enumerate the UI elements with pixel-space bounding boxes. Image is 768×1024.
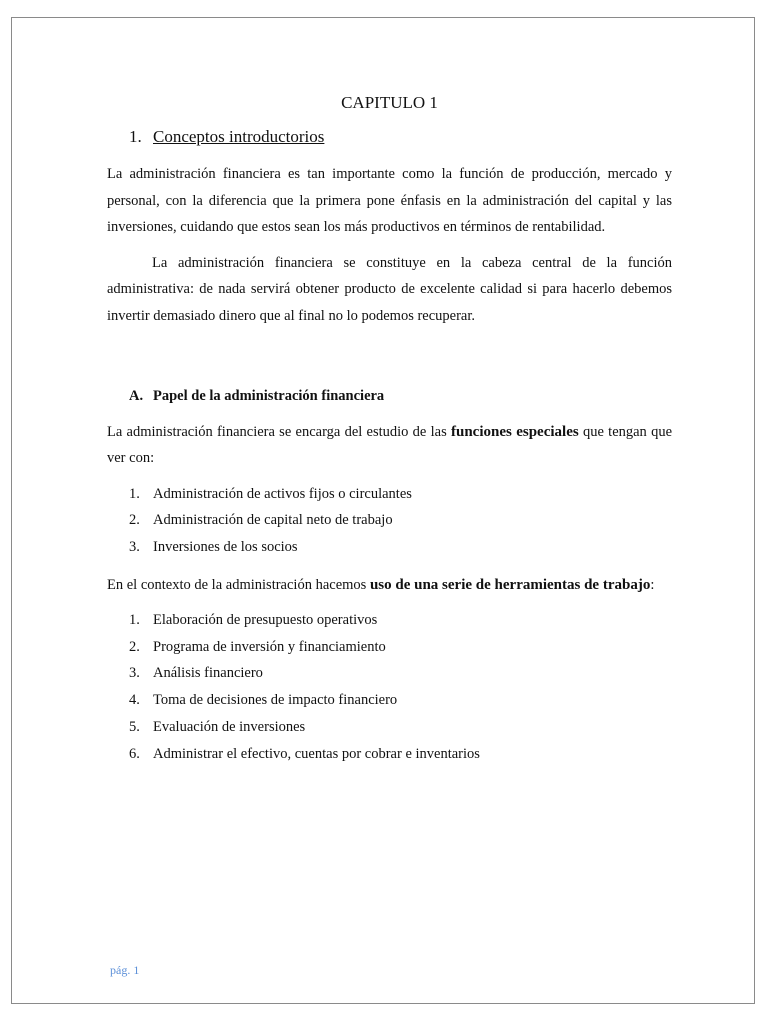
list-item: [107, 534, 672, 561]
funciones-paragraph: [107, 419, 672, 472]
herramientas-text-before: En el contexto de la administración hacemos: [107, 576, 370, 593]
list-item-text: Toma de decisiones de impacto financiero: [153, 692, 398, 709]
list-item-text: Administración de capital neto de trabajo: [153, 512, 393, 529]
list-item-number: 2.: [129, 638, 140, 655]
herramientas-text-after: :: [650, 576, 655, 593]
subsection-heading: [129, 383, 672, 410]
list-item-number: 1.: [129, 611, 140, 628]
herramientas-list: [107, 607, 672, 768]
page-content: [107, 92, 672, 778]
funciones-list: [107, 481, 672, 561]
section-number: 1.: [129, 127, 142, 146]
list-item: [107, 687, 672, 714]
list-item: [107, 607, 672, 634]
list-item-text: Evaluación de inversiones: [153, 719, 306, 736]
intro-paragraph-2: La administración financiera se constituye en la cabeza central de la función administrativa: de nada servirá obtener producto de excelente calidad si para hacerlo debemos invertir demasiado dinero que al final no lo podemos recuperar.: [107, 254, 672, 324]
list-item: [107, 660, 672, 687]
list-item-text: Elaboración de presupuesto operativos: [153, 611, 378, 628]
intro-paragraph-1: La administración financiera es tan importante como la función de producción, mercado y personal, con la diferencia que la primera pone énfasis en la administración del capital y las inversiones, cuidando que estos sean los más productivos en términos de rentabilidad.: [107, 166, 672, 235]
list-item-text: Administración de activos fijos o circulantes: [153, 485, 412, 502]
list-item-number: 1.: [129, 485, 140, 502]
list-item: [107, 714, 672, 741]
list-item-number: 4.: [129, 692, 140, 709]
list-item-text: Análisis financiero: [153, 665, 263, 682]
page-number-footer: pág. 1: [110, 963, 140, 977]
chapter-title: CAPITULO 1: [341, 93, 438, 112]
list-item-number: 5.: [129, 719, 140, 736]
list-item: [107, 481, 672, 508]
subsection-letter: A.: [129, 388, 144, 404]
section-title: Conceptos introductorios: [153, 127, 325, 146]
list-item: [107, 507, 672, 534]
list-item-text: Programa de inversión y financiamiento: [153, 638, 386, 655]
list-item-number: 2.: [129, 512, 140, 529]
subsection-title: Papel de la administración financiera: [153, 388, 385, 404]
list-item-text: Administrar el efectivo, cuentas por cobrar e inventarios: [153, 745, 480, 762]
list-item-number: 3.: [129, 539, 140, 556]
list-item-number: 6.: [129, 745, 140, 762]
list-item: [107, 741, 672, 768]
herramientas-paragraph: [107, 571, 672, 599]
list-item-number: 3.: [129, 665, 140, 682]
funciones-text-after: que tengan que ver con:: [107, 423, 673, 466]
herramientas-bold-text: uso de una serie de herramientas de trabajo: [369, 576, 651, 593]
list-item-text: Inversiones de los socios: [153, 539, 298, 556]
funciones-text-before: La administración financiera se encarga del estudio de las: [107, 423, 451, 440]
list-item: [107, 634, 672, 661]
funciones-bold-text: funciones especiales: [451, 423, 579, 440]
section-heading: [129, 126, 672, 148]
document-page: [11, 17, 755, 1004]
